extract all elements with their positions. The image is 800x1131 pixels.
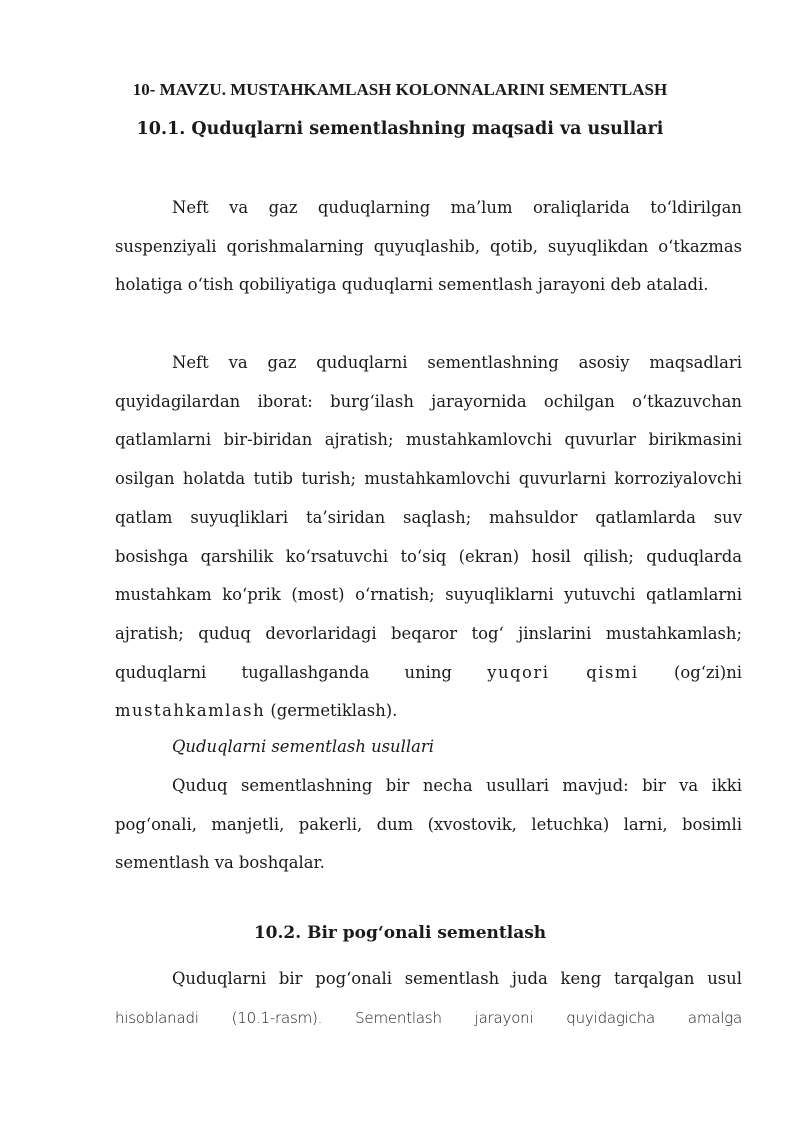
section-heading-10-1: 10.1. Quduqlarni sementlashning maqsadi va usullari (136, 119, 664, 139)
methods-heading: Quduqlarni sementlash usullari (172, 737, 434, 756)
goals-text-end: (germetiklash). (265, 701, 398, 721)
paragraph-goals (115, 344, 742, 731)
paragraph-single-stage (115, 960, 742, 1037)
goals-text-mid: (og‘zi)ni (638, 662, 742, 682)
paragraph-definition: Neft va gaz quduqlarning ma’lum oraliqlarida to‘ldirilgan suspenziyali qorishmalarning quyuqlashib, qotib, suyuqlikdan o‘tkazmas holatiga o‘tish qobiliyatiga quduqlarni sementlash jarayoni deb ataladi. (115, 198, 742, 295)
single-stage-line-2: hisoblanadi (10.1-rasm). Sementlash jarayoni quyidagicha amalga (115, 1008, 742, 1027)
goals-spaced-text-1: yuqori qismi (487, 662, 639, 682)
paragraph-methods: Quduq sementlashning bir necha usullari mavjud: bir va ikki pog‘onali, manjetli, pakerli, dum (xvostovik, letuchka) larni, bosimli sementlash va boshqalar. (115, 776, 742, 873)
document-heading: 10- MAVZU. MUSTAHKAMLASH KOLONNALARINI SEMENTLASH (132, 80, 668, 99)
goals-text: Neft va gaz quduqlarni sementlashning asosiy maqsadlari quyidagilardan iborat: burg‘ilash jarayornida ochilgan o‘tkazuvchan qatlamlarni bir-biridan ajratish; mustahkamlovchi quvurlar birikmasini osilgan holatda tutib turish; mustahkamlovchi quvurlarni korroziyalovchi qatlam suyuqliklari ta’siridan saqlash; mahsuldor qatlamlarda suv bosishga qarshilik ko‘rsatuvchi to‘siq (ekran) hosil qilish; quduqlarda mustahkam ko‘prik (most) o‘rnatish; suyuqliklarni yutuvchi qatlamlarni ajratish; quduq devorlaridagi beqaror tog‘ jinslarini mustahkamlash; quduqlarni tugallashganda uning (115, 353, 742, 682)
single-stage-line-1: Quduqlarni bir pog‘onali sementlash juda keng tarqalgan usul (172, 969, 742, 988)
section-heading-10-2: 10.2. Bir pog‘onali sementlash (253, 923, 547, 943)
goals-spaced-text-2: mustahkamlash (115, 701, 266, 721)
